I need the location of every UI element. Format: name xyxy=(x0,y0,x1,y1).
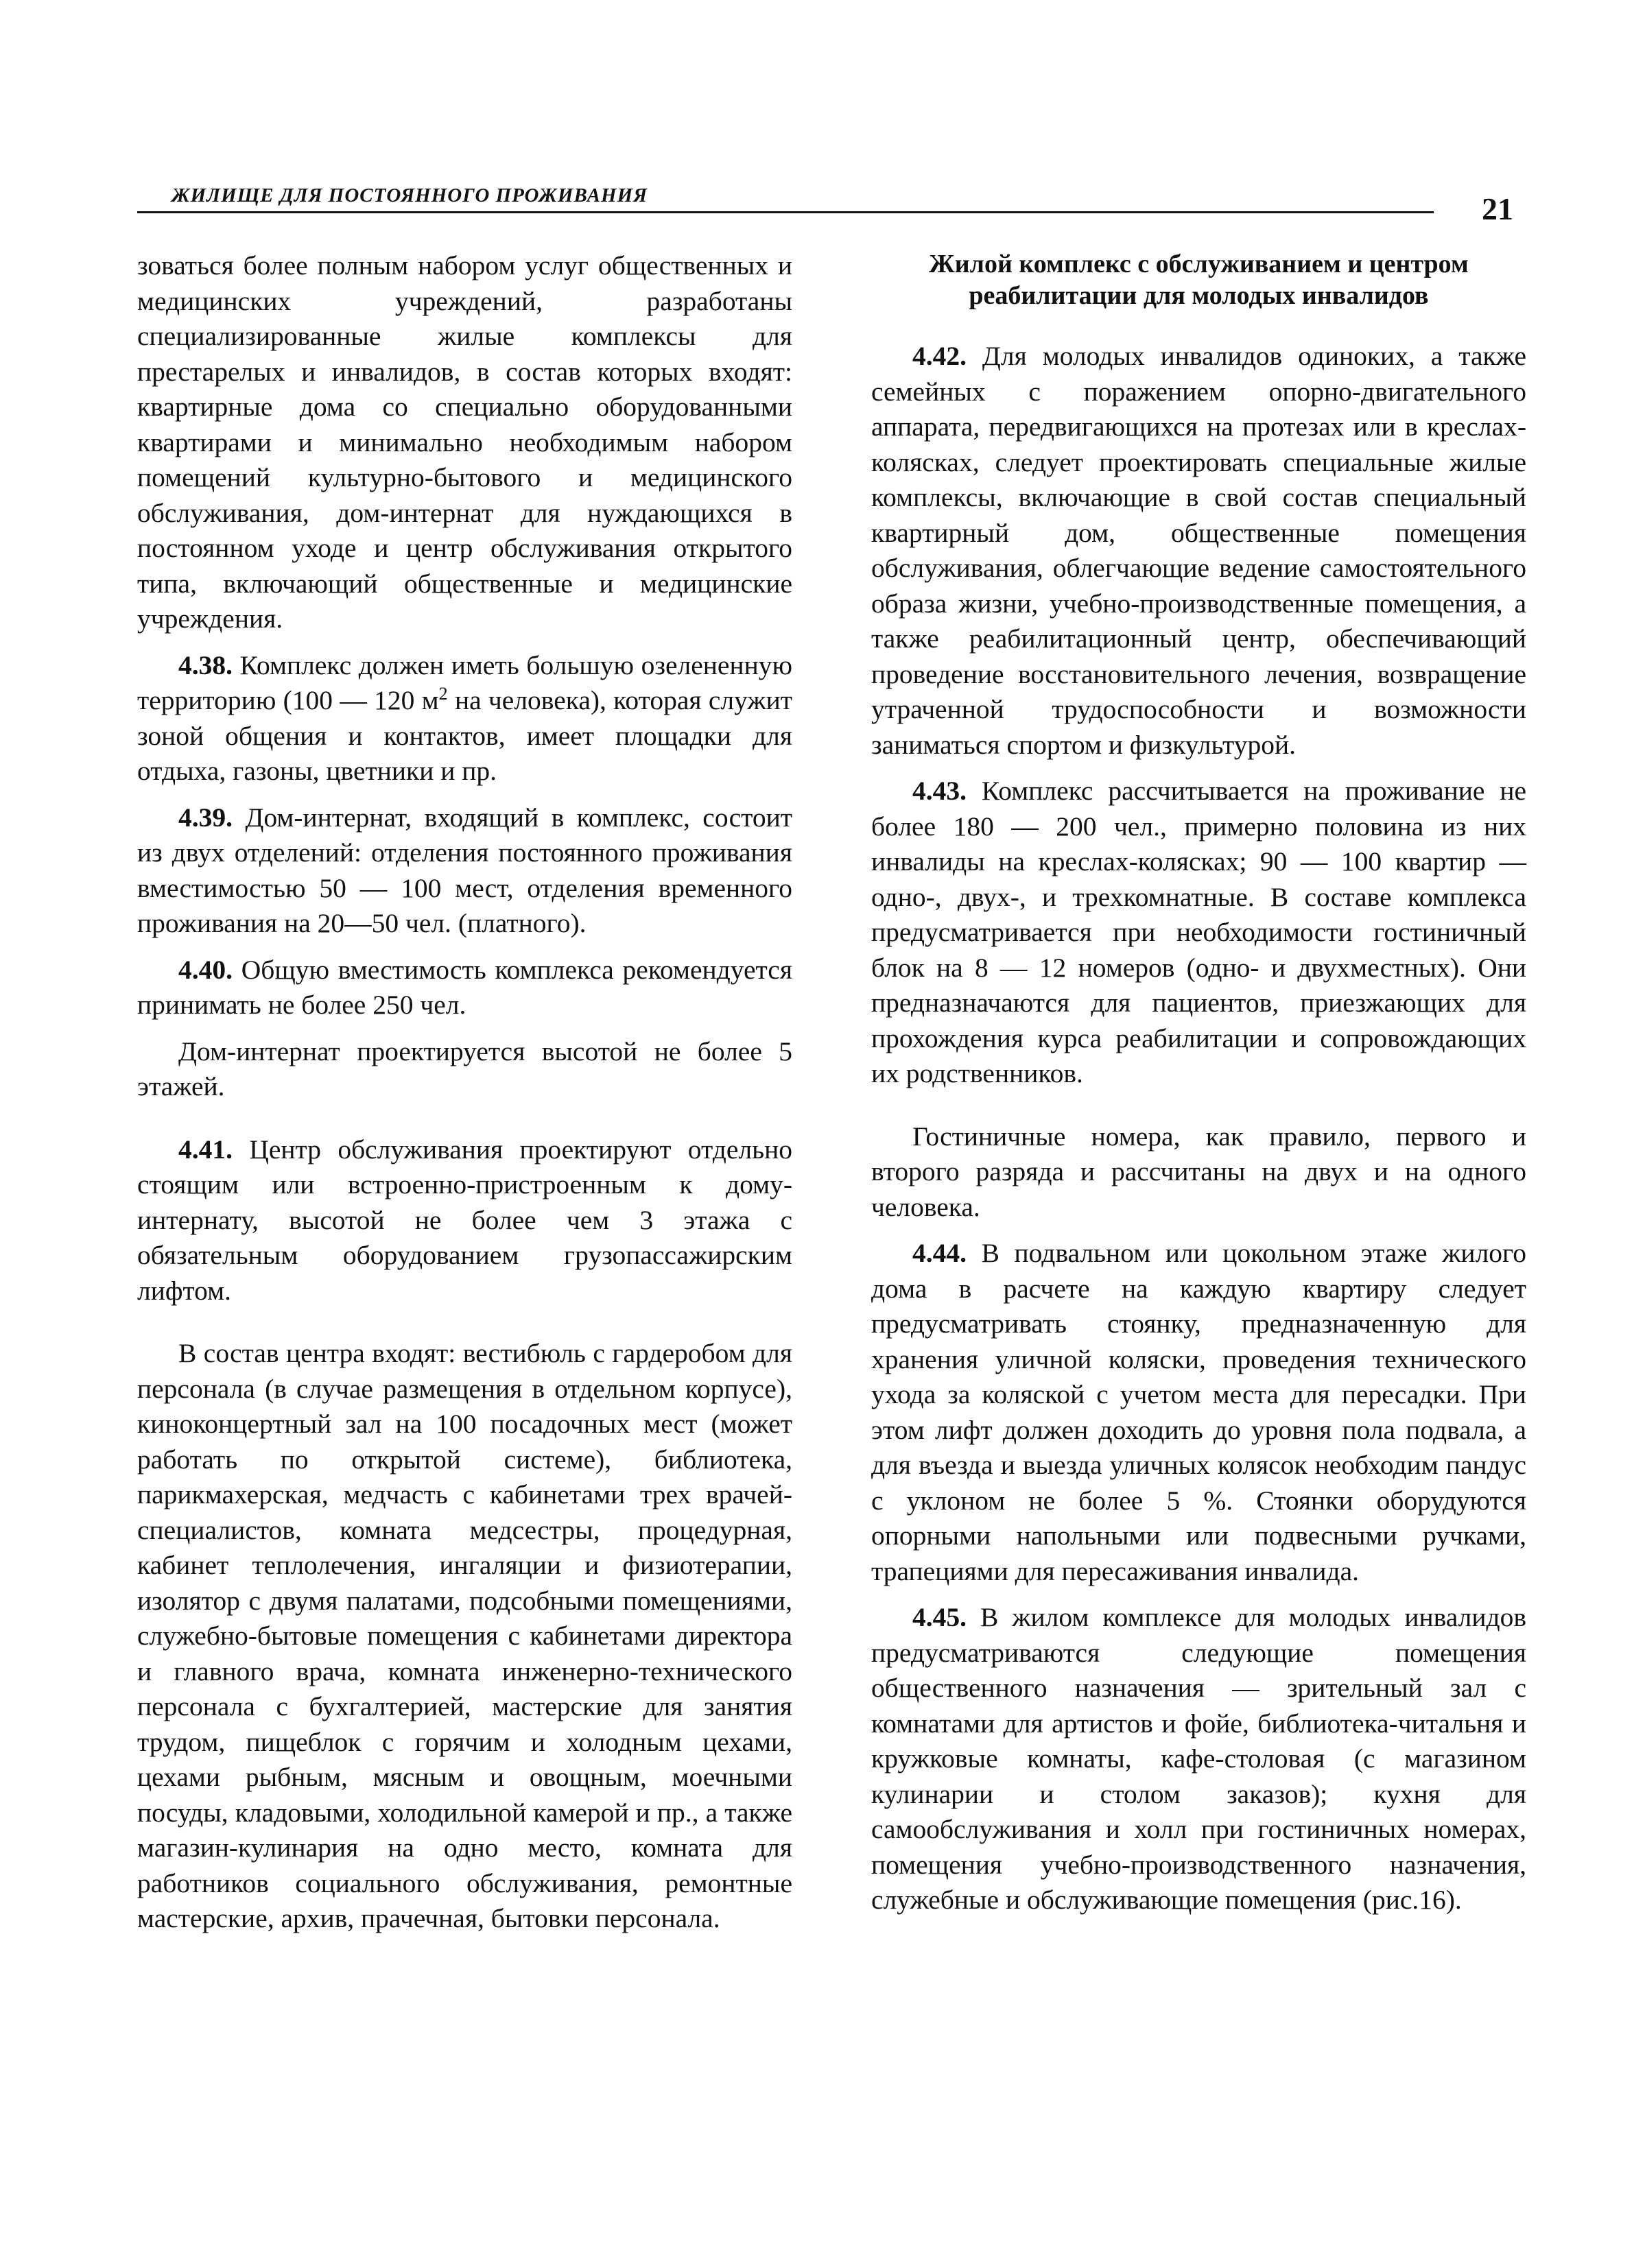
paragraph-4-41: 4.41. Центр обслуживания проектируют отдельно стоящим или встроенно-пристроенным к дому-интернату, высотой не более чем 3 этажа с обязательным оборудованием грузопассажирским лифтом. xyxy=(137,1134,792,1306)
paragraph-dom-internat-height: Дом-интернат проектируется высотой не более 5 этажей. xyxy=(137,1036,792,1101)
clause-number: 4.44. xyxy=(912,1238,967,1268)
clause-number: 4.43. xyxy=(912,776,967,806)
paragraph-4-44: 4.44. В подвальном или цокольном этаже жилого дома в расчете на каждую квартиру следует предусматривать стоянку, предназначенную для хранения уличной коляски, проведения технического ухода за коляской с учетом места для пересадки. При этом лифт должен доходить до уровня пола подвала, а для въезда и выезда уличных колясок необходим пандус с уклоном не более 5 %. Стоянки оборудуются опорными напольными или подвесными ручками, трапециями для пересаживания инвалида. xyxy=(871,1238,1526,1586)
clause-number: 4.40. xyxy=(178,954,233,985)
paragraph-4-40: 4.40. Общую вместимость комплекса рекомендуется принимать не более 250 чел. xyxy=(137,954,792,1020)
paragraph-4-38: 4.38. Комплекс должен иметь большую озелененную территорию (100 — 120 $м^2$ на человека), которая служит зоной общения и контактов, имеет площадки для отдыха, газоны, цветники и пр. xyxy=(137,649,792,786)
paragraph-hotel-rooms: Гостиничные номера, как правило, первого и второго разряда и рассчитаны на двух и на одного человека. xyxy=(871,1121,1526,1222)
right-column xyxy=(871,248,1526,1918)
paragraph-4-43: 4.43. Комплекс рассчитывается на проживание не более 180 — 200 чел., примерно половина из них инвалиды на креслах-колясках; 90 — 100 квартир — одно-, двух-, и трехкомнатные. В составе комплекса предусматривается при необходимости гостиничный блок на 8 — 12 номеров (одно- и двухместных). Они предназначаются для пациентов, приезжающих для прохождения курса реабилитации и сопровождающих их родственников. xyxy=(871,776,1526,1088)
paragraph-continuation: зоваться более полным набором услуг общественных и медицинских учреждений, разработаны специализированные жилые комплексы для престарелых и инвалидов, в состав которых входят: квартирные дома со специально оборудованными квартирами и минимально необходимым набором помещений культурно-бытового и медицинского обслуживания, дом-интернат для нуждающихся в постоянном уходе и центр обслуживания открытого типа, включающий общественные и медицинские учреждения. xyxy=(137,250,792,634)
paragraph-4-45: 4.45. В жилом комплексе для молодых инвалидов предусматриваются следующие помещения общественного назначения — зрительный зал с комнатами для артистов и фойе, библиотека-читальня и кружковые комнаты, кафе-столовая (с магазином кулинарии и столом заказов); кухня для самообслуживания и холл при гостиничных номерах, помещения учебно-производственного назначения, служебные и обслуживающие помещения (рис.16). xyxy=(871,1602,1526,1915)
page-number: 21 xyxy=(1482,191,1513,226)
clause-number: 4.39. xyxy=(178,802,233,833)
paragraph-4-42: 4.42. Для молодых инвалидов одиноких, а также семейных с поражением опорно-двигательного аппарата, передвигающихся на протезах или в креслах-колясках, следует проектировать специальные жилые комплексы, включающие в свой состав специальный квартирный дом, общественные помещения обслуживания, облегчающие ведение самостоятельного образа жизни, учебно-производственные помещения, а также реабилитационный центр, обеспечивающий проведение восстановительного лечения, возвращение утраченной трудоспособности и возможности заниматься спортом и физкультурой. xyxy=(871,341,1526,760)
clause-number: 4.41. xyxy=(178,1134,233,1165)
clause-number: 4.42. xyxy=(912,341,967,371)
superscript: 2 xyxy=(438,684,448,704)
paragraph-center-composition: В состав центра входят: вестибюль с гардеробом для персонала (в случае размещения в отдельном корпусе), киноконцертный зал на 100 посадочных мест (может работать по открытой системе), библиотека, парикмахерская, медчасть с кабинетами трех врачей-специалистов, комната медсестры, процедурная, кабинет теплолечения, ингаляции и физиотерапии, изолятор с двумя палатами, подсобными помещениями, служебно-бытовые помещения с кабинетами директора и главного врача, комната инженерно-технического персонала с бухгалтерией, мастерские для занятия трудом, пищеблок с горячим и холодным цехами, цехами рыбным, мясным и овощным, моечными посуды, кладовыми, холодильной камерой и пр., а также магазин-кулинария на одно место, комната для работников социального обслуживания, ремонтные мастерские, архив, прачечная, бытовки персонала. xyxy=(137,1338,792,1933)
running-title: ЖИЛИЩЕ ДЛЯ ПОСТОЯННОГО ПРОЖИВАНИЯ xyxy=(171,184,648,206)
left-column xyxy=(137,248,792,1937)
paragraph-4-39: 4.39. Дом-интернат, входящий в комплекс, состоит из двух отделений: отделения постоянного проживания вместимостью 50 — 100 мест, отделения временного проживания на 20—50 чел. (платного). xyxy=(137,802,792,938)
running-header xyxy=(137,180,1434,213)
clause-number: 4.38. xyxy=(178,649,233,680)
clause-number: 4.45. xyxy=(912,1602,967,1632)
section-subheading: Жилой комплекс с обслуживанием и центром реабилитации для молодых инвалидов xyxy=(929,250,1469,310)
